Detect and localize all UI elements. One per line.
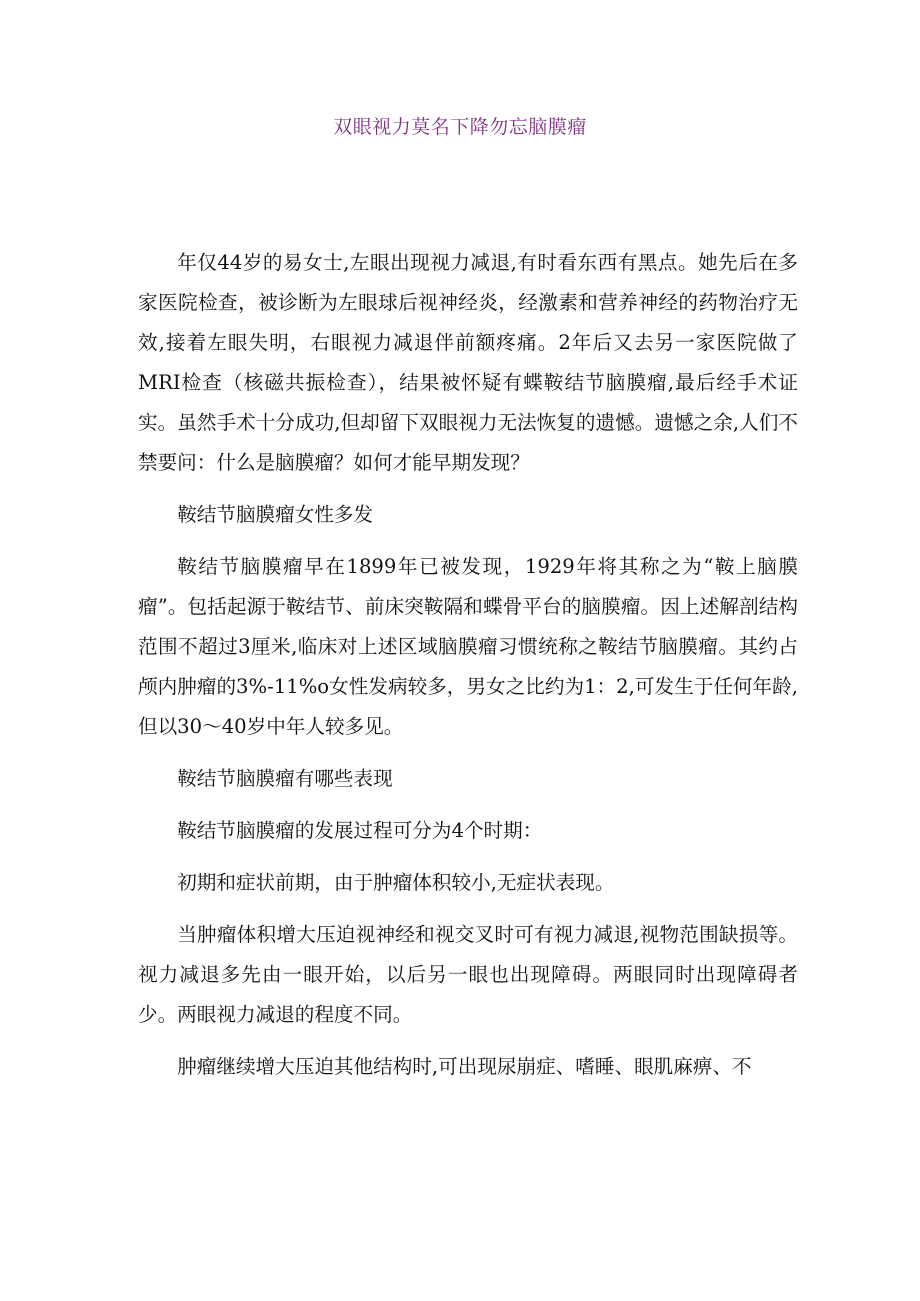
paragraph-stages-intro: 鞍结节脑膜瘤的发展过程可分为4个时期： xyxy=(177,819,543,842)
document-title: 双眼视力莫名下降勿忘脑膜瘤 xyxy=(333,116,587,138)
paragraph-intro: 年仅44岁的易女士,左眼出现视力减退,有时看东西有黑点。她先后在多家医院检查，被诊断为左眼球后视神经炎，经激素和营养神经的药物治疗无效,接着左眼失明，右眼视力减退伴前额疼痛。2年后又去另一家医院做了MRI检查（核磁共振检查），结果被怀疑有蝶鞍结节脑膜瘤,最后经手术证实。虽然手术十分成功,但却留下双眼视力无法恢复的遗憾。遗憾之余,人们不禁要问：什么是脑膜瘤？如何才能早期发现？ xyxy=(138,251,798,474)
document-body xyxy=(138,243,798,1099)
paragraph-background: 鞍结节脑膜瘤早在1899年已被发现，1929年将其称之为“鞍上脑膜瘤”。包括起源于鞍结节、前床突鞍隔和蝶骨平台的脑膜瘤。因上述解剖结构范围不超过3厘米,临床对上述区域脑膜瘤习惯统称之鞍结节脑膜瘤。其约占颅内肿瘤的3%-11%o女性发病较多，男女之比约为1：2,可发生于任何年龄,但以30～40岁中年人较多见。 xyxy=(138,555,798,738)
paragraph-stage-compression: 肿瘤继续增大压迫其他结构时,可出现尿崩症、嗜睡、眼肌麻痹、不 xyxy=(177,1055,752,1078)
section-heading-female-prevalence: 鞍结节脑膜瘤女性多发 xyxy=(177,503,374,526)
section-heading-symptoms: 鞍结节脑膜瘤有哪些表现 xyxy=(177,767,393,790)
paragraph-stage-vision: 当肿瘤体积增大压迫视神经和视交叉时可有视力减退,视物范围缺损等。视力减退多先由一眼开始，以后另一眼也出现障碍。两眼同时出现障碍者少。两眼视力减退的程度不同。 xyxy=(138,923,798,1026)
paragraph-stage-early: 初期和症状前期，由于肿瘤体积较小,无症状表现。 xyxy=(177,871,615,894)
